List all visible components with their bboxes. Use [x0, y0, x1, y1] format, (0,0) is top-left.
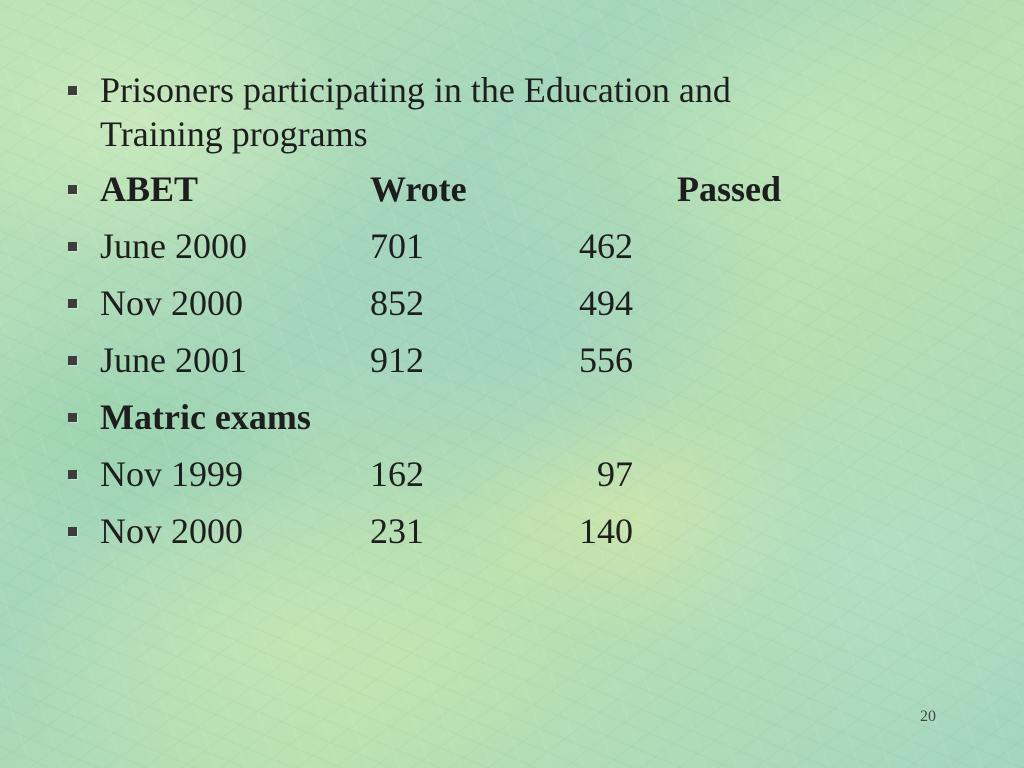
list-item-intro	[62, 68, 842, 156]
intro-text: Prisoners participating in the Education and Training programs	[100, 70, 731, 154]
period-cell: June 2001	[100, 340, 247, 380]
period-cell: Nov 1999	[100, 454, 243, 494]
matric-header: Matric exams	[100, 397, 311, 437]
list-item-matric-row	[62, 509, 842, 553]
table-row	[100, 338, 842, 382]
list-item-abet-row	[62, 224, 842, 268]
wrote-cell: 912	[370, 340, 424, 380]
list-item-matric-header	[62, 395, 842, 439]
wrote-column-header: Wrote	[370, 169, 467, 209]
bullet-list	[62, 68, 842, 566]
abet-header-row	[100, 167, 842, 211]
square-bullet-icon	[68, 185, 77, 194]
square-bullet-icon	[68, 299, 77, 308]
passed-column-header: Passed	[677, 169, 782, 209]
square-bullet-icon	[68, 242, 77, 251]
list-item-matric-row	[62, 452, 842, 496]
list-item-abet-row	[62, 338, 842, 382]
square-bullet-icon	[68, 86, 77, 95]
square-bullet-icon	[68, 413, 77, 422]
wrote-cell: 701	[370, 226, 424, 266]
table-row	[100, 224, 842, 268]
passed-cell: 462	[579, 226, 633, 266]
table-row	[100, 281, 842, 325]
table-row	[100, 509, 842, 553]
passed-cell: 494	[579, 283, 633, 323]
wrote-cell: 231	[370, 511, 424, 551]
wrote-cell: 852	[370, 283, 424, 323]
square-bullet-icon	[68, 356, 77, 365]
passed-cell: 97	[597, 454, 633, 494]
list-item-abet-header	[62, 167, 842, 211]
abet-label: ABET	[100, 169, 199, 209]
page-number: 20	[920, 708, 936, 725]
square-bullet-icon	[68, 527, 77, 536]
period-cell: June 2000	[100, 226, 247, 266]
wrote-cell: 162	[370, 454, 424, 494]
period-cell: Nov 2000	[100, 511, 243, 551]
passed-cell: 556	[579, 340, 633, 380]
square-bullet-icon	[68, 470, 77, 479]
list-item-abet-row	[62, 281, 842, 325]
table-row	[100, 452, 842, 496]
period-cell: Nov 2000	[100, 283, 243, 323]
passed-cell: 140	[579, 511, 633, 551]
